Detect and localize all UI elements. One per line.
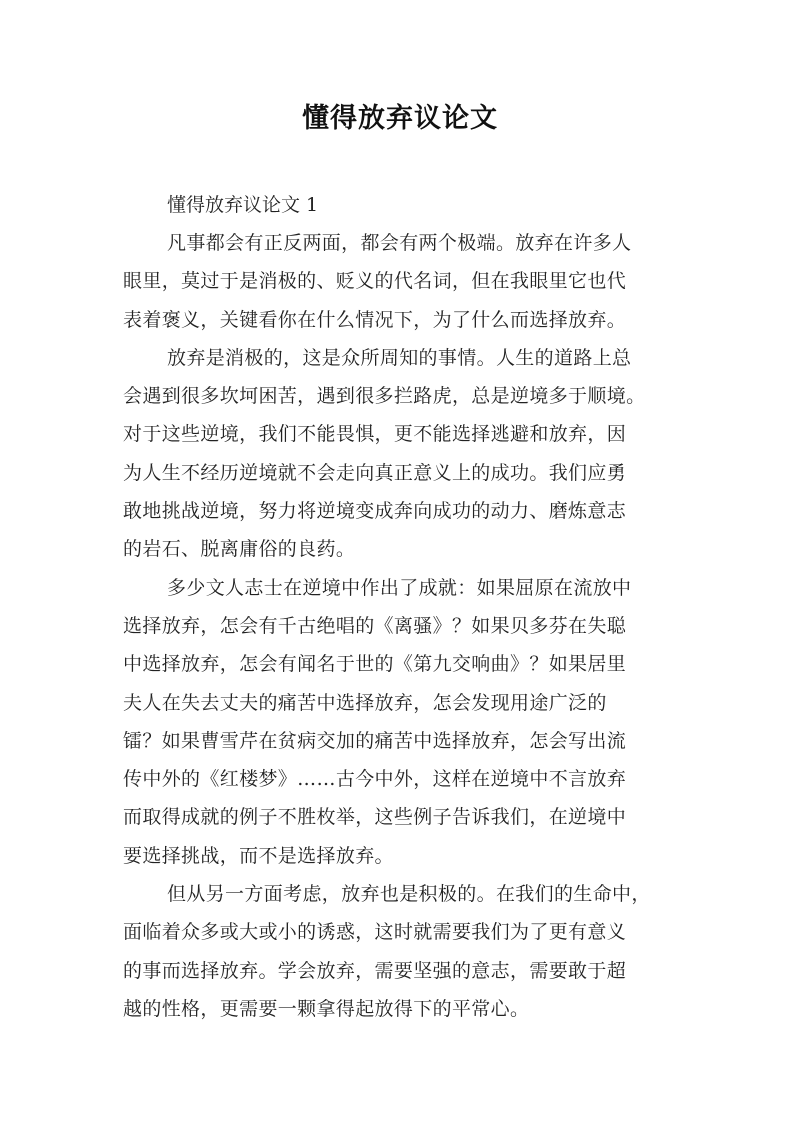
paragraph-line: 的岩石、脱离庸俗的良药。 (123, 538, 356, 561)
paragraph-line: 放弃是消极的，这是众所周知的事情。人生的道路上总 (167, 346, 632, 369)
paragraph-line: 要选择挑战，而不是选择放弃。 (123, 844, 394, 867)
paragraph-line: 镭？如果曹雪芹在贫病交加的痛苦中选择放弃，怎会写出流 (123, 729, 627, 752)
paragraph-line: 而取得成就的例子不胜枚举，这些例子告诉我们，在逆境中 (123, 806, 627, 829)
paragraph-4 (123, 875, 683, 1028)
paragraph-line: 传中外的《红楼梦》……古今中外，这样在逆境中不言放弃 (123, 768, 627, 791)
paragraph-line: 但从另一方面考虑，放弃也是积极的。在我们的生命中， (167, 883, 651, 906)
paragraph-line: 凡事都会有正反两面，都会有两个极端。放弃在许多人 (167, 232, 632, 254)
paragraph-3 (123, 569, 683, 875)
paragraph-line: 对于这些逆境，我们不能畏惧，更不能选择逃避和放弃，因 (123, 423, 627, 446)
paragraph-line: 选择放弃，怎会有千古绝唱的《离骚》？如果贝多芬在失聪 (123, 614, 627, 637)
paragraph-line: 越的性格，更需要一颗拿得起放得下的平常心。 (123, 997, 530, 1020)
paragraph-line: 表着褒义，关键看你在什么情况下，为了什么而选择放弃。 (123, 308, 627, 331)
paragraph-1 (123, 224, 683, 339)
paragraph-line: 面临着众多或大或小的诱惑，这时就需要我们为了更有意义 (123, 921, 627, 944)
paragraph-2 (123, 339, 683, 569)
paragraph-line: 多少文人志士在逆境中作出了成就：如果屈原在流放中 (167, 576, 632, 599)
section-subtitle: 懂得放弃议论文 1 (167, 194, 319, 216)
paragraph-line: 的事而选择放弃。学会放弃，需要坚强的意志，需要敢于超 (123, 959, 627, 982)
document-title: 懂得放弃议论文 (302, 103, 498, 134)
paragraph-line: 为人生不经历逆境就不会走向真正意义上的成功。我们应勇 (123, 461, 627, 484)
paragraph-line: 敢地挑战逆境，努力将逆境变成奔向成功的动力、磨炼意志 (123, 500, 627, 523)
paragraph-line: 会遇到很多坎坷困苦，遇到很多拦路虎，总是逆境多于顺境。 (123, 385, 646, 408)
paragraph-line: 夫人在失去丈夫的痛苦中选择放弃，怎会发现用途广泛的 (123, 691, 607, 714)
paragraph-line: 中选择放弃，怎会有闻名于世的《第九交响曲》？如果居里 (123, 653, 627, 676)
document-body (123, 186, 683, 1028)
paragraph-line: 眼里，莫过于是消极的、贬义的代名词，但在我眼里它也代 (123, 270, 627, 293)
